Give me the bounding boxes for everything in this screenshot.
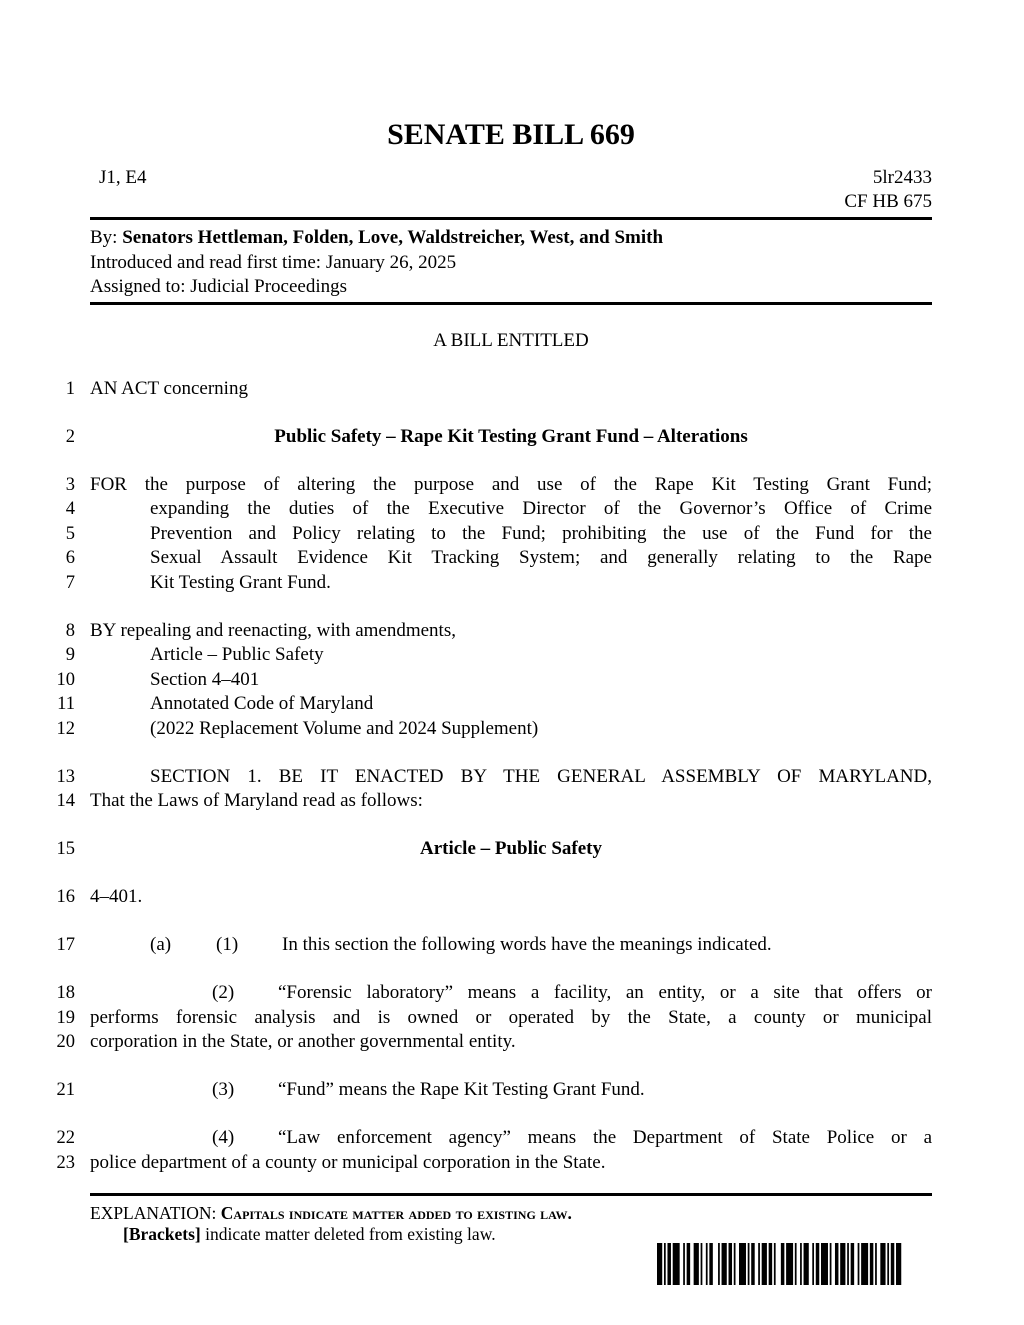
sponsor-block: [90, 226, 932, 300]
bill-line: [0, 717, 1024, 742]
line-number: 7: [65, 572, 75, 593]
line-text: BY repealing and reenacting, with amendments,: [90, 619, 456, 641]
line-number: 22: [56, 1128, 75, 1148]
assigned-line: Assigned to: Judicial Proceedings: [90, 276, 347, 297]
line-text: (4) “Law enforcement agency” means the Department of State Police or a: [90, 1126, 932, 1151]
line-text: performs forensic analysis and is owned or operated by the State, a county or municipal: [90, 1006, 932, 1028]
draft-number: 5lr2433: [872, 167, 932, 188]
line-number: 20: [56, 1032, 75, 1052]
bill-line: [0, 981, 1024, 1006]
clause-marker: (3): [212, 1079, 235, 1100]
line-number: 12: [56, 718, 75, 739]
bill-line: [0, 765, 1024, 790]
line-text: That the Laws of Maryland read as follows:: [90, 790, 423, 811]
clause-marker: (1): [216, 934, 239, 955]
bill-line: [0, 1078, 1024, 1103]
bill-line: [0, 668, 1024, 693]
brackets-rule-text: indicate matter deleted from existing law.: [200, 1224, 496, 1244]
line-number: 6: [65, 548, 75, 568]
bill-line: [0, 933, 1024, 958]
line-text: Annotated Code of Maryland: [150, 693, 374, 714]
bill-line: [0, 692, 1024, 717]
bill-line: [0, 837, 1024, 862]
bill-line: [0, 425, 1024, 450]
bill-line: [0, 377, 1024, 402]
line-number: 14: [56, 791, 75, 811]
barcode: [657, 1243, 903, 1285]
bill-line: [0, 1126, 1024, 1151]
line-text: Article – Public Safety: [150, 644, 324, 665]
bill-line: [0, 1006, 1024, 1031]
header-meta: [90, 166, 932, 214]
bill-line: [0, 1151, 1024, 1176]
line-text: AN ACT concerning: [90, 377, 248, 399]
line-text: expanding the duties of the Executive Director of the Governor’s Office of Crime: [150, 498, 932, 519]
bill-lines: [0, 377, 1024, 1176]
clause-marker: (a): [150, 934, 172, 955]
line-text: Prevention and Policy relating to the Fund; prohibiting the use of the Fund for the: [150, 522, 932, 544]
line-text: (a) (1) In this section the following words have the meanings indicated.: [90, 933, 932, 958]
line-number: 2: [65, 426, 75, 447]
explanation-note: [90, 1203, 932, 1224]
bill-line: [0, 473, 1024, 498]
bill-entitled-heading: A BILL ENTITLED: [433, 329, 589, 351]
sponsors-line: [90, 226, 932, 251]
line-number: 13: [56, 766, 75, 787]
line-number: 21: [56, 1080, 75, 1100]
line-text: (2022 Replacement Volume and 2024 Supplement): [150, 717, 539, 739]
line-number: 17: [56, 935, 75, 955]
line-number: 23: [56, 1152, 75, 1173]
line-number: 15: [56, 839, 75, 859]
clause-marker: (2): [212, 982, 235, 1003]
introduced-line: Introduced and read first time: January 26, 2025: [90, 251, 457, 273]
line-number: 10: [56, 669, 75, 690]
committee-code: J1, E4: [99, 167, 147, 188]
bill-line: [0, 546, 1024, 571]
page-title: SENATE BILL 669: [387, 118, 635, 151]
line-text: FOR the purpose of altering the purpose and use of the Rape Kit Testing Grant Fund;: [90, 473, 932, 495]
line-number: 1: [65, 378, 75, 399]
line-number: 9: [65, 645, 75, 665]
line-text: Article – Public Safety: [419, 838, 603, 859]
line-number: 3: [65, 474, 75, 495]
line-text: Section 4–401: [150, 668, 260, 690]
explanation-label: EXPLANATION:: [90, 1203, 221, 1223]
bill-footer: [90, 1193, 932, 1245]
bill-line: [0, 522, 1024, 547]
line-number: 11: [57, 694, 75, 714]
line-text: SECTION 1. BE IT ENACTED BY THE GENERAL ASSEMBLY OF MARYLAND,: [150, 765, 932, 787]
line-text: Sexual Assault Evidence Kit Tracking System; and generally relating to the Rape: [150, 547, 932, 568]
line-number: 4: [65, 499, 75, 519]
crossfile-number: CF HB 675: [844, 191, 932, 212]
footer-rule: [90, 1193, 932, 1196]
line-number: 5: [65, 523, 75, 544]
bill-line: [0, 789, 1024, 814]
bill-line: [0, 643, 1024, 668]
explanation-rule-text: Capitals indicate matter added to existing law.: [220, 1203, 572, 1223]
line-number: 16: [56, 887, 75, 907]
bill-header: [90, 118, 932, 353]
line-text: police department of a county or municipal corporation in the State.: [90, 1151, 606, 1173]
by-label: By:: [90, 227, 123, 248]
header-rule-bottom: [90, 302, 932, 305]
line-text: 4–401.: [90, 886, 143, 907]
header-codes: [844, 166, 932, 214]
bill-line: [0, 497, 1024, 522]
line-number: 18: [56, 983, 75, 1003]
line-text: corporation in the State, or another governmental entity.: [90, 1031, 516, 1052]
line-text: Kit Testing Grant Fund.: [150, 571, 331, 593]
bill-line: [0, 571, 1024, 596]
bill-line: [0, 619, 1024, 644]
bill-line: [0, 1030, 1024, 1055]
clause-marker: (4): [212, 1127, 235, 1148]
line-number: 19: [56, 1007, 75, 1028]
line-text: (2) “Forensic laboratory” means a facility, an entity, or a site that offers or: [90, 981, 932, 1006]
header-rule-top: [90, 217, 932, 220]
line-number: 8: [65, 620, 75, 641]
sponsor-names: Senators Hettleman, Folden, Love, Waldstreicher, West, and Smith: [122, 227, 664, 248]
line-text: (3) “Fund” means the Rape Kit Testing Grant Fund.: [90, 1078, 932, 1103]
brackets-note: [123, 1224, 932, 1245]
brackets-label: [Brackets]: [123, 1224, 201, 1244]
bill-line: [0, 885, 1024, 910]
line-text: Public Safety – Rape Kit Testing Grant Fund – Alterations: [274, 425, 748, 447]
